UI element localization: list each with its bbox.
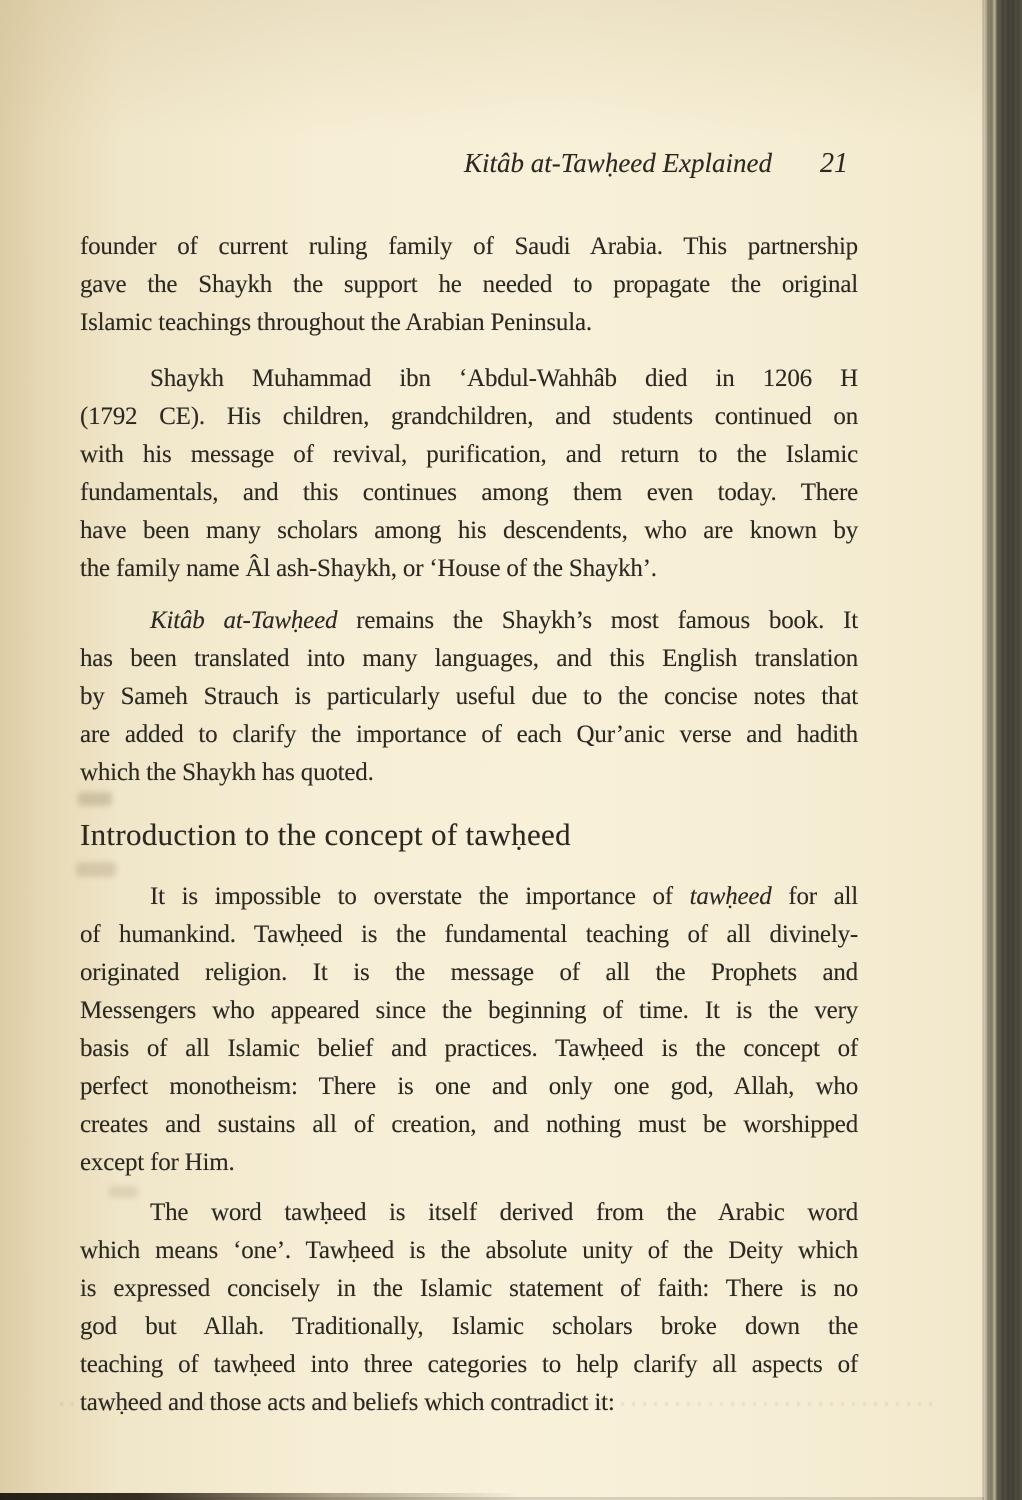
paragraph (80, 1194, 858, 1422)
text-line (80, 678, 858, 716)
text-line (80, 512, 858, 550)
text-line (80, 1144, 858, 1182)
body-text: founder of current ruling family of Saudi Arabia. This partnership (80, 233, 858, 260)
text-line (80, 754, 858, 792)
body-text: fundamentals, and this continues among them even today. There (80, 479, 858, 506)
text-line (80, 716, 858, 754)
text-line (80, 1346, 858, 1384)
text-line (80, 1194, 858, 1232)
text-line (80, 1106, 858, 1144)
page-number: 21 (820, 148, 848, 179)
text-line (80, 304, 858, 342)
showthrough-mark (76, 862, 116, 877)
body-text: perfect monotheism: There is one and only one god, Allah, who (80, 1073, 858, 1100)
body-text: teaching of tawḥeed into three categories to help clarify all aspects of (80, 1351, 858, 1378)
body-text: have been many scholars among his descendents, who are known by (80, 517, 858, 544)
body-text: the family name Âl ash-Shaykh, or ‘House of the Shaykh’. (80, 555, 657, 582)
body-text: Islamic teachings throughout the Arabian Peninsula. (80, 309, 592, 336)
text-line (80, 1068, 858, 1106)
body-text: Messengers who appeared since the beginning of time. It is the very (80, 997, 858, 1024)
text-line (80, 436, 858, 474)
body-text: originated religion. It is the message of all the Prophets and (80, 959, 858, 986)
showthrough-mark (108, 1186, 138, 1198)
text-column (80, 228, 858, 1422)
text-line (80, 640, 858, 678)
body-text: god but Allah. Traditionally, Islamic scholars broke down the (80, 1313, 858, 1340)
body-text: (1792 CE). His children, grandchildren, and students continued on (80, 403, 858, 430)
body-text: with his message of revival, purification, and return to the Islamic (80, 441, 858, 468)
book-edge (982, 0, 1022, 1500)
text-line (80, 954, 858, 992)
paragraph (80, 602, 858, 792)
body-text: tawḥeed and those acts and beliefs which contradict it: (80, 1389, 615, 1416)
italic-text: Kitâb at-Tawḥeed (150, 607, 338, 634)
running-header-title: Kitâb at-Tawḥeed Explained (464, 148, 772, 178)
section-heading: Introduction to the concept of tawḥeed (80, 817, 571, 852)
body-text: has been translated into many languages, and this English translation (80, 645, 858, 672)
body-text: basis of all Islamic belief and practices. Tawḥeed is the concept of (80, 1035, 858, 1062)
text-line (80, 266, 858, 304)
text-line (80, 1232, 858, 1270)
page-bottom-edge (0, 1493, 520, 1500)
text-line (80, 398, 858, 436)
body-text: creates and sustains all of creation, and nothing must be worshipped (80, 1111, 858, 1138)
paragraph (80, 228, 858, 342)
text-line (80, 360, 858, 398)
text-line (80, 916, 858, 954)
text-line (80, 550, 858, 588)
body-text: gave the Shaykh the support he needed to propagate the original (80, 271, 858, 298)
text-line (80, 602, 858, 640)
body-text: for all (771, 883, 859, 910)
scan-noise (60, 1402, 940, 1406)
running-header (80, 146, 858, 181)
body-text: which means ‘one’. Tawḥeed is the absolute unity of the Deity which (80, 1237, 858, 1264)
italic-text: tawḥeed (689, 883, 772, 910)
body-text: The word tawḥeed is itself derived from the Arabic word (150, 1199, 858, 1226)
body-text: of humankind. Tawḥeed is the fundamental teaching of all divinely- (80, 921, 858, 948)
text-line (80, 1030, 858, 1068)
paragraph (80, 878, 858, 1182)
text-line (80, 1308, 858, 1346)
body-text: Shaykh Muhammad ibn ‘Abdul-Wahhâb died in 1206 H (150, 365, 858, 392)
body-text: is expressed concisely in the Islamic statement of faith: There is no (80, 1275, 858, 1302)
body-text: which the Shaykh has quoted. (80, 759, 374, 786)
showthrough-mark (78, 792, 112, 806)
body-text: remains the Shaykh’s most famous book. It (337, 607, 858, 634)
body-text: by Sameh Strauch is particularly useful due to the concise notes that (80, 683, 858, 710)
text-line (80, 992, 858, 1030)
text-line (80, 1270, 858, 1308)
text-line (80, 474, 858, 512)
body-text: are added to clarify the importance of each Qur’anic verse and hadith (80, 721, 858, 748)
body-text: It is impossible to overstate the importance of (150, 883, 690, 910)
text-line (80, 228, 858, 266)
body-text: except for Him. (80, 1149, 235, 1176)
paragraph (80, 360, 858, 588)
text-line (80, 878, 858, 916)
